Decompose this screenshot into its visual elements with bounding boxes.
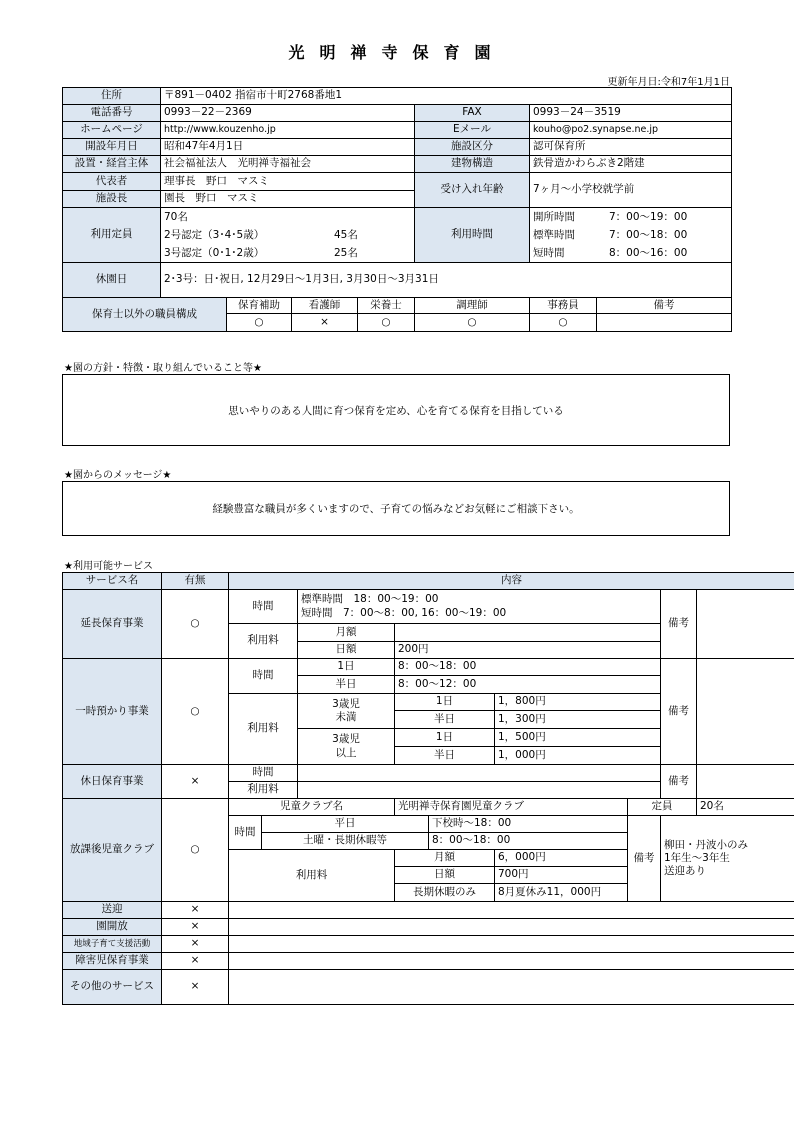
weekend-time: 8：00～18：00 <box>429 833 628 850</box>
under3-label-line: 未満 <box>335 711 357 723</box>
hours-name: 開所時間 <box>533 211 575 223</box>
fee-label: 利用料 <box>229 624 298 659</box>
staff-value: ○ <box>358 314 415 332</box>
facility-info-table <box>62 87 732 332</box>
services-col-name: サービス名 <box>63 573 162 590</box>
over3-half-fee: 1，000円 <box>495 747 661 765</box>
half-day-label: 半日 <box>395 711 495 729</box>
time-label: 時間 <box>229 659 298 694</box>
fax-value: 0993－24－3519 <box>530 105 732 122</box>
half-day-label: 半日 <box>298 676 395 694</box>
extended-time-line: 短時間 7：00～8：00, 16：00～19：00 <box>301 606 507 619</box>
address-value: 〒891－0402 指宿市十町2768番地1 <box>161 88 732 105</box>
service-name: その他のサービス <box>63 970 162 1005</box>
club-name-label: 児童クラブ名 <box>229 799 395 816</box>
half-day-label: 半日 <box>395 747 495 765</box>
capacity-total: 70名 <box>164 211 188 223</box>
service-name: 地域子育て支援活動 <box>63 936 162 953</box>
over3-label <box>298 729 395 765</box>
services-header-row <box>63 573 794 590</box>
services-col-content: 内容 <box>229 573 794 590</box>
address-label: 住所 <box>63 88 161 105</box>
tel-row <box>63 105 732 122</box>
fee-label: 利用料 <box>229 694 298 765</box>
staff-value <box>597 314 732 332</box>
staff-header-row <box>63 298 732 314</box>
building-value: 鉄骨造かわらぶき2階建 <box>530 156 732 173</box>
club-capacity-label: 定員 <box>628 799 697 816</box>
over3-full-fee: 1，500円 <box>495 729 661 747</box>
service-name: 送迎 <box>63 902 162 919</box>
representative-label: 代表者 <box>63 173 161 191</box>
capacity-name: 2号認定（3･4･5歳） <box>164 229 265 241</box>
policy-box <box>62 374 730 446</box>
facility-type-label: 施設区分 <box>415 139 530 156</box>
representative-value: 理事長 野口 マスミ <box>161 173 415 191</box>
service-name: 延長保育事業 <box>63 590 162 659</box>
capacity-hours-row <box>63 208 732 263</box>
afterschool-longbreak: 8月夏休み11，000円 <box>495 884 661 902</box>
service-name: 障害児保育事業 <box>63 953 162 970</box>
acceptance-value: 7ヶ月～小学校就学前 <box>530 173 732 208</box>
open-house-row <box>63 919 794 936</box>
holiday-care-row <box>63 765 794 782</box>
representative-row <box>63 173 732 191</box>
service-availability: × <box>162 953 229 970</box>
afterschool-club-row <box>63 799 794 816</box>
time-label: 時間 <box>229 765 298 782</box>
note-label: 備考 <box>661 659 697 765</box>
service-availability: × <box>162 765 229 799</box>
extended-time <box>298 590 661 624</box>
operator-value: 社会福祉法人 光明禅寺福祉会 <box>161 156 415 173</box>
capacity-value <box>161 208 415 263</box>
daily-label: 日額 <box>298 642 395 659</box>
service-content <box>229 953 794 970</box>
service-content <box>229 919 794 936</box>
email-label: Eメール <box>415 122 530 139</box>
service-content <box>229 902 794 919</box>
full-day-label: 1日 <box>298 659 395 676</box>
extended-monthly <box>395 624 661 642</box>
hours-name: 短時間 <box>533 247 565 259</box>
holiday-care-fee <box>298 782 661 799</box>
operator-row <box>63 156 732 173</box>
note-label: 備考 <box>661 765 697 799</box>
full-day-label: 1日 <box>395 694 495 711</box>
full-day-time: 8：00～18：00 <box>395 659 661 676</box>
over3-label-line: 以上 <box>335 746 357 759</box>
hours-label: 利用時間 <box>415 208 530 263</box>
message-section-label: ★園からのメッセージ★ <box>64 470 172 481</box>
staff-value: ○ <box>415 314 530 332</box>
monthly-label: 月額 <box>395 850 495 867</box>
service-name: 放課後児童クラブ <box>63 799 162 902</box>
under3-label-line: 3歳児 <box>332 697 360 710</box>
capacity-count: 45名 <box>334 229 358 241</box>
service-content <box>229 970 794 1005</box>
hours-time: 7：00～18：00 <box>609 229 688 241</box>
service-name: 一時預かり事業 <box>63 659 162 765</box>
homepage-row <box>63 122 732 139</box>
staff-value: × <box>292 314 358 332</box>
message-text: 経験豊富な職員が多くいますので、子育ての悩みなどお気軽にご相談下さい。 <box>212 503 580 515</box>
extended-care-row <box>63 590 794 624</box>
afterschool-note-line: 1年生～3年生 <box>664 851 730 864</box>
temporary-care-row <box>63 659 794 676</box>
policy-section-label: ★園の方針・特徴・取り組んでいること等★ <box>64 363 262 374</box>
extended-note <box>697 590 794 659</box>
afterschool-note <box>661 816 794 902</box>
staff-header: 保育補助 <box>227 298 292 314</box>
club-capacity: 20名 <box>697 799 794 816</box>
community-support-row <box>63 936 794 953</box>
extended-daily: 200円 <box>395 642 661 659</box>
under3-half-fee: 1，300円 <box>495 711 661 729</box>
temporary-note <box>697 659 794 765</box>
service-name: 休日保育事業 <box>63 765 162 799</box>
weekday-time: 下校時～18：00 <box>429 816 628 833</box>
full-day-label: 1日 <box>395 729 495 747</box>
fee-label: 利用料 <box>229 782 298 799</box>
fee-label: 利用料 <box>229 850 395 902</box>
facility-type-value: 認可保育所 <box>530 139 732 156</box>
page-title: 光明禅寺保育園 <box>288 43 506 62</box>
service-name: 園開放 <box>63 919 162 936</box>
service-availability: ○ <box>162 590 229 659</box>
under3-label <box>298 694 395 729</box>
hours-name: 標準時間 <box>533 229 575 241</box>
over3-label-line: 3歳児 <box>332 733 360 746</box>
updated-date: 更新年月日:令和7年1月1日 <box>607 77 730 88</box>
director-label: 施設長 <box>63 191 161 208</box>
staff-value: ○ <box>227 314 292 332</box>
service-availability: ○ <box>162 799 229 902</box>
opened-label: 開設年月日 <box>63 139 161 156</box>
longbreak-label: 長期休暇のみ <box>395 884 495 902</box>
capacity-count: 25名 <box>334 247 358 259</box>
daily-label: 日額 <box>395 867 495 884</box>
afterschool-monthly: 6，000円 <box>495 850 661 867</box>
monthly-label: 月額 <box>298 624 395 642</box>
afterschool-note-line: 送迎あり <box>664 865 706 878</box>
weekday-label: 平日 <box>262 816 429 833</box>
operator-label: 設置・経営主体 <box>63 156 161 173</box>
homepage-link[interactable]: http://www.kouzenho.jp <box>161 122 415 139</box>
acceptance-label: 受け入れ年齢 <box>415 173 530 208</box>
note-label: 備考 <box>628 816 661 902</box>
note-label: 備考 <box>661 590 697 659</box>
services-section-label: ★利用可能サービス <box>64 561 153 572</box>
staff-header: 備考 <box>597 298 732 314</box>
under3-full-fee: 1，800円 <box>495 694 661 711</box>
services-col-avail: 有無 <box>162 573 229 590</box>
opened-value: 昭和47年4月1日 <box>161 139 415 156</box>
capacity-name: 3号認定（0･1･2歳） <box>164 247 265 259</box>
time-label: 時間 <box>229 816 262 850</box>
hours-time: 7：00～19：00 <box>609 211 688 223</box>
service-availability: × <box>162 936 229 953</box>
holiday-label: 休園日 <box>63 263 161 298</box>
building-label: 建物構造 <box>415 156 530 173</box>
email-link[interactable]: kouho@po2.synapse.ne.jp <box>530 122 732 139</box>
disability-care-row <box>63 953 794 970</box>
hours-row-short <box>533 244 728 262</box>
club-name: 光明禅寺保育園児童クラブ <box>395 799 628 816</box>
holiday-value: 2･3号：日･祝日, 12月29日～1月3日, 3月30日～3月31日 <box>161 263 732 298</box>
staff-header: 看護師 <box>292 298 358 314</box>
hours-time: 8：00～16：00 <box>609 247 688 259</box>
service-availability: × <box>162 970 229 1005</box>
service-availability: ○ <box>162 659 229 765</box>
staff-header: 事務員 <box>530 298 597 314</box>
fax-label: FAX <box>415 105 530 122</box>
other-services-row <box>63 970 794 1005</box>
homepage-label: ホームページ <box>63 122 161 139</box>
afterschool-note-line: 柳田・丹波小のみ <box>664 838 748 851</box>
service-availability: × <box>162 902 229 919</box>
hours-row-standard <box>533 226 728 244</box>
transport-row <box>63 902 794 919</box>
address-row <box>63 88 732 105</box>
hours-value <box>530 208 732 263</box>
staff-header: 栄養士 <box>358 298 415 314</box>
opened-row <box>63 139 732 156</box>
tel-value: 0993－22－2369 <box>161 105 415 122</box>
staff-header: 調理師 <box>415 298 530 314</box>
director-value: 園長 野口 マスミ <box>161 191 415 208</box>
holiday-row <box>63 263 732 298</box>
half-day-time: 8：00～12：00 <box>395 676 661 694</box>
service-content <box>229 936 794 953</box>
services-table <box>62 572 794 1005</box>
message-box <box>62 481 730 536</box>
holiday-care-time <box>298 765 661 782</box>
staff-value: ○ <box>530 314 597 332</box>
policy-text: 思いやりのある人間に育つ保育を定め、心を育てる保育を目指している <box>228 404 564 417</box>
weekend-label: 土曜・長期休暇等 <box>262 833 429 850</box>
service-availability: × <box>162 919 229 936</box>
tel-label: 電話番号 <box>63 105 161 122</box>
capacity-row-2go <box>164 226 411 244</box>
capacity-label: 利用定員 <box>63 208 161 263</box>
holiday-care-note <box>697 765 794 799</box>
staff-label: 保育士以外の職員構成 <box>63 298 227 332</box>
time-label: 時間 <box>229 590 298 624</box>
capacity-row-3go <box>164 244 411 262</box>
afterschool-daily: 700円 <box>495 867 661 884</box>
hours-row-open <box>533 208 728 226</box>
extended-time-line: 標準時間 18：00～19：00 <box>301 593 439 606</box>
